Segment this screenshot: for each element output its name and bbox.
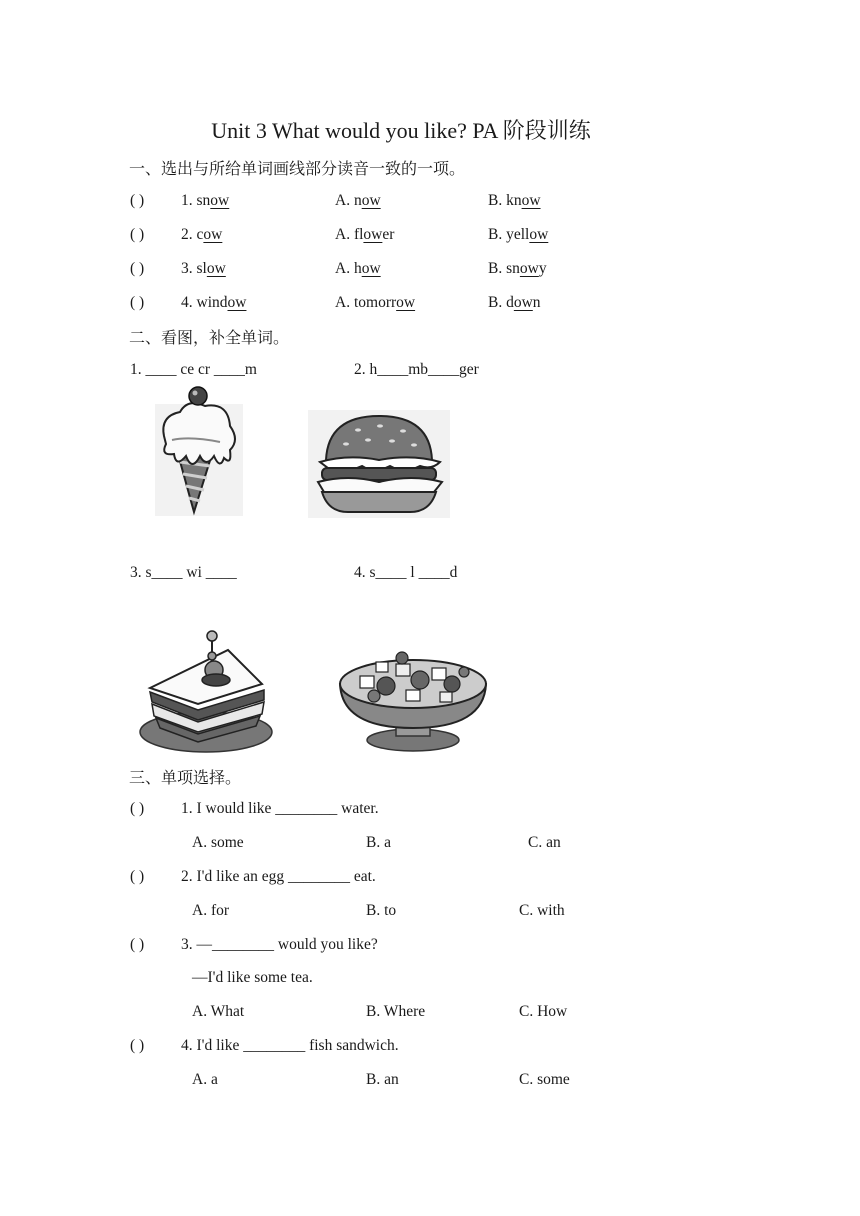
answer-paren[interactable]: ( ) — [130, 192, 145, 209]
option-c[interactable]: C. with — [519, 902, 565, 919]
section1-heading: 一、选出与所给单词画线部分读音一致的一项。 — [129, 161, 466, 178]
phonics-option-b[interactable]: B. snowy — [488, 260, 547, 277]
option-b[interactable]: B. a — [366, 834, 391, 851]
phonics-option-b[interactable]: B. yellow — [488, 226, 549, 243]
ice-cream-image — [150, 384, 250, 520]
phonics-option-a[interactable]: A. now — [335, 192, 381, 209]
phonics-option-a[interactable]: A. flower — [335, 226, 395, 243]
page-title: Unit 3 What would you like? PA 阶段训练 — [211, 118, 591, 143]
phonics-item-word: 2. cow — [181, 226, 223, 243]
option-a[interactable]: A. for — [192, 902, 230, 919]
answer-paren[interactable]: ( ) — [130, 868, 145, 885]
option-b[interactable]: B. an — [366, 1071, 399, 1088]
sandwich-image — [138, 628, 274, 754]
phonics-item-word: 4. window — [181, 294, 247, 311]
question-follow-line: —I'd like some tea. — [192, 969, 313, 986]
fill-question-3: 3. s____ wi ____ — [130, 564, 237, 581]
section3-heading: 三、单项选择。 — [129, 770, 242, 787]
phonics-option-b[interactable]: B. down — [488, 294, 541, 311]
question-stem: 3. —________ would you like? — [181, 936, 378, 953]
option-a[interactable]: A. some — [192, 834, 244, 851]
fill-question-2: 2. h____mb____ger — [354, 361, 479, 378]
phonics-item-word: 1. snow — [181, 192, 230, 209]
option-c[interactable]: C. How — [519, 1003, 568, 1020]
section2-heading: 二、看图，补全单词。 — [129, 330, 290, 347]
hamburger-image — [308, 410, 450, 520]
option-b[interactable]: B. Where — [366, 1003, 426, 1020]
phonics-option-a[interactable]: A. how — [335, 260, 381, 277]
question-stem: 1. I would like ________ water. — [181, 800, 379, 817]
option-c[interactable]: C. an — [528, 834, 561, 851]
question-stem: 4. I'd like ________ fish sandwich. — [181, 1037, 399, 1054]
option-b[interactable]: B. to — [366, 902, 397, 919]
option-c[interactable]: C. some — [519, 1071, 570, 1088]
answer-paren[interactable]: ( ) — [130, 936, 145, 953]
answer-paren[interactable]: ( ) — [130, 226, 145, 243]
fill-question-4: 4. s____ l ____d — [354, 564, 458, 581]
answer-paren[interactable]: ( ) — [130, 260, 145, 277]
question-stem: 2. I'd like an egg ________ eat. — [181, 868, 376, 885]
phonics-option-a[interactable]: A. tomorrow — [335, 294, 416, 311]
answer-paren[interactable]: ( ) — [130, 1037, 145, 1054]
answer-paren[interactable]: ( ) — [130, 294, 145, 311]
option-a[interactable]: A. What — [192, 1003, 245, 1020]
salad-image — [336, 650, 490, 752]
fill-question-1: 1. ____ ce cr ____m — [130, 361, 257, 378]
phonics-option-b[interactable]: B. know — [488, 192, 541, 209]
option-a[interactable]: A. a — [192, 1071, 218, 1088]
phonics-item-word: 3. slow — [181, 260, 226, 277]
answer-paren[interactable]: ( ) — [130, 800, 145, 817]
